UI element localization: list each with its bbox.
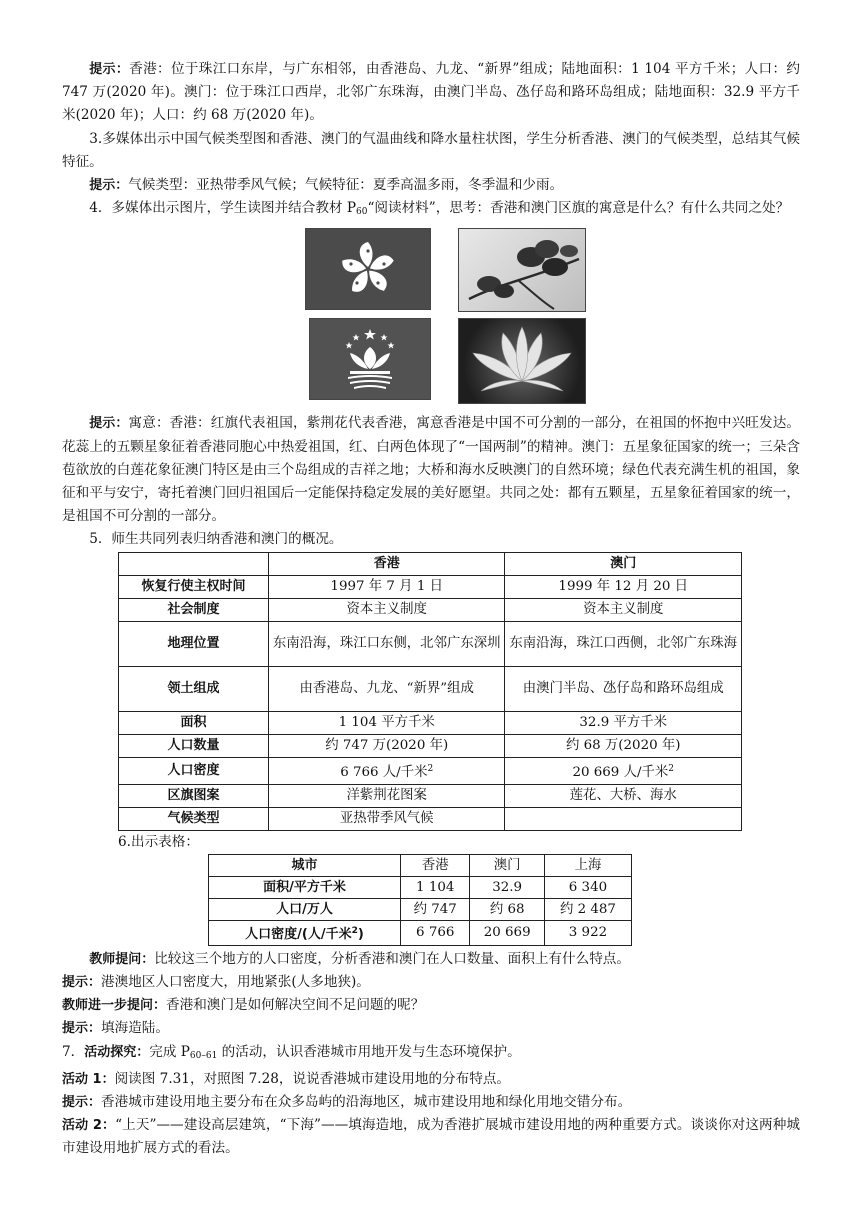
row-header: 面积 <box>119 711 269 734</box>
table-header-cell: 香港 <box>401 854 470 876</box>
row-header: 领土组成 <box>119 666 269 711</box>
table-row <box>119 757 742 784</box>
macau-flag-image <box>309 318 431 400</box>
hint-text: 香港：位于珠江口东岸，与广东相邻，由香港岛、九龙、“新界”组成；陆地面积：1 104 平方千米；人口：约 747 万(2020 年)。澳门：位于珠江口西岸，北邻广东珠海，由澳门半岛、氹仔岛和路环岛组成；陆地面积：32.9 平方千米(2020 年)；人口：约 68 万(2020 年)。 <box>62 61 800 124</box>
table-row <box>119 621 742 666</box>
row-header: 区旗图案 <box>119 784 269 807</box>
table-cell: 约 747 <box>401 898 470 920</box>
table-header-row <box>209 854 632 876</box>
activity-text: “上天”——建设高层建筑，“下海”——填海造地，成为香港扩展城市建设用地的两种重要方式。谈谈你对这两种城市建设用地扩展方式的看法。 <box>62 1117 801 1157</box>
table-cell <box>505 757 742 784</box>
hint-paragraph-1 <box>62 58 800 128</box>
table-header-cell: 澳门 <box>470 854 544 876</box>
table-cell: 约 2 487 <box>544 898 631 920</box>
row-header: 人口/万人 <box>209 898 401 920</box>
paragraph-5: 5．师生共同列表归纳香港和澳门的概况。 <box>89 531 343 548</box>
table-row <box>119 807 742 830</box>
lotus-flower-photo <box>458 318 586 404</box>
hk-macau-overview-table <box>118 552 742 831</box>
row-header: 气候类型 <box>119 807 269 830</box>
superscript: 2 <box>668 763 674 774</box>
table-cell <box>268 757 505 784</box>
p4-text-b: “阅读材料”，思考：香港和澳门区旗的寓意是什么？有什么共同之处？ <box>367 200 790 217</box>
item-number: 7． <box>62 1043 85 1060</box>
p4-text-a: 4．多媒体出示图片，学生读图并结合教材 P <box>89 200 356 217</box>
table-row <box>209 898 632 920</box>
activity-paragraph <box>62 1041 800 1068</box>
table-cell: 约 747 万(2020 年) <box>268 734 505 757</box>
page-ref-subscript: 60–61 <box>189 1050 218 1061</box>
table-cell: 32.9 <box>470 876 544 898</box>
table-row <box>119 784 742 807</box>
table-cell: 资本主义制度 <box>268 598 505 621</box>
table-row <box>119 598 742 621</box>
paragraph-4 <box>62 197 800 224</box>
table-row <box>119 575 742 598</box>
hint-label: 提示： <box>89 416 129 432</box>
flag-image-grid <box>62 228 800 406</box>
table-row <box>209 920 632 945</box>
superscript: 2 <box>351 925 358 936</box>
hint-paragraph-6 <box>62 1091 800 1114</box>
hint-paragraph-2 <box>62 174 800 197</box>
activity-2 <box>62 1114 800 1160</box>
paragraph-6: 6.出示表格： <box>118 833 199 850</box>
hint-text: 气候类型：亚热带季风气候；气候特征：夏季高温多雨，冬季温和少雨。 <box>128 177 564 194</box>
density-value: 6 766 人/千米 <box>340 764 428 780</box>
table-cell: 32.9 平方千米 <box>505 711 742 734</box>
teacher-label: 教师提问： <box>89 951 155 967</box>
lotus-bridge-flag-icon <box>310 319 430 399</box>
table-row <box>119 734 742 757</box>
hint-text: 寓意：香港：红旗代表祖国，紫荆花代表香港，寓意香港是中国不可分割的一部分，在祖国的怀抱中兴旺发达。花蕊上的五颗星象征着香港同胞心中热爱祖国，红、白两色体现了“一国两制”的精神。澳门：五星象征国家的统一；三朵含苞欲放的白莲花象征澳门特区是由三个岛组成的吉祥之地；大桥和海水反映澳门的自然环境；绿色代表充满生机的祖国，象征和平与安宁，寄托着澳门回归祖国后一定能保持稳定发展的美好愿望。共同之处：都有五颗星，五星象征着国家的统一，是祖国不可分割的一部分。 <box>62 415 800 525</box>
row-header: 恢复行使主权时间 <box>119 575 269 598</box>
table-cell: 洋紫荆花图案 <box>268 784 505 807</box>
document-page <box>62 58 800 1161</box>
p12-text-c: 的活动，认识香港城市用地开发与生态环境保护。 <box>217 1043 521 1060</box>
table-cell <box>505 807 742 830</box>
table-row <box>119 711 742 734</box>
row-header: 地理位置 <box>119 621 269 666</box>
table-header-cell: 澳门 <box>505 552 742 575</box>
row-header: 社会制度 <box>119 598 269 621</box>
table-row <box>119 666 742 711</box>
hint-label: 提示： <box>89 62 130 77</box>
table-cell: 6 766 <box>401 920 470 945</box>
activity-text: 阅读图 7.31，对照图 7.28，说说香港城市建设用地的分布特点。 <box>114 1070 511 1087</box>
table-row <box>209 876 632 898</box>
density-value: 20 669 人/千米 <box>572 764 669 780</box>
closing-paren: ) <box>357 926 364 942</box>
hint-paragraph-5 <box>62 1017 800 1040</box>
row-header-text: 人口密度/(人/千米 <box>245 926 352 942</box>
table-cell: 由澳门半岛、氹仔岛和路环岛组成 <box>505 666 742 711</box>
hint-label: 提示： <box>62 1021 102 1037</box>
table-cell: 1 104 平方千米 <box>268 711 505 734</box>
hint-label: 提示： <box>62 975 102 991</box>
table-cell: 资本主义制度 <box>505 598 742 621</box>
row-header: 面积/平方千米 <box>209 876 401 898</box>
bauhinia-flower-flag-icon <box>306 229 430 309</box>
table-cell: 亚热带季风气候 <box>268 807 505 830</box>
lotus-flower-icon <box>459 319 585 403</box>
p12-text-b: 完成 P <box>149 1043 190 1060</box>
table-cell: 6 340 <box>544 876 631 898</box>
hint-label: 提示： <box>89 178 129 194</box>
table-cell: 约 68 <box>470 898 544 920</box>
page-ref-subscript: 60 <box>356 207 368 218</box>
table-header-cell: 城市 <box>209 854 401 876</box>
table-cell: 1 104 <box>401 876 470 898</box>
superscript: 2 <box>427 763 434 774</box>
table-cell: 约 68 万(2020 年) <box>505 734 742 757</box>
row-header: 人口密度 <box>119 757 269 784</box>
table-cell: 20 669 <box>470 920 544 945</box>
activity-1 <box>62 1068 800 1091</box>
teacher-question-2 <box>62 994 800 1017</box>
row-header <box>209 920 401 945</box>
table-cell: 东南沿海，珠江口西侧，北邻广东珠海 <box>505 621 742 666</box>
table-cell: 莲花、大桥、海水 <box>505 784 742 807</box>
table-cell: 1999 年 12 月 20 日 <box>505 575 742 598</box>
table-cell: 由香港岛、九龙、“新界”组成 <box>268 666 505 711</box>
hint-text: 港澳地区人口密度大，用地紧张(人多地狭)。 <box>101 974 370 991</box>
paragraph-3: 3.多媒体出示中国气候类型图和香港、澳门的气温曲线和降水量柱状图，学生分析香港、澳门的气候类型，总结其气候特征。 <box>62 130 800 170</box>
hint-paragraph-4 <box>62 971 800 994</box>
table-header-cell: 香港 <box>268 552 505 575</box>
table-cell: 东南沿海，珠江口东侧，北邻广东深圳 <box>268 621 505 666</box>
hint-text: 香港城市建设用地主要分布在众多岛屿的沿海地区，城市建设用地和绿化用地交错分布。 <box>101 1094 632 1111</box>
bauhinia-flower-photo <box>458 228 586 312</box>
bauhinia-flower-icon <box>459 229 585 311</box>
table-cell: 3 922 <box>544 920 631 945</box>
activity-label: 活动 1： <box>62 1071 115 1087</box>
table-header-cell <box>119 552 269 575</box>
question-text: 比较这三个地方的人口密度，分析香港和澳门在人口数量、面积上有什么特点。 <box>154 950 630 967</box>
activity-label: 活动探究： <box>84 1044 150 1060</box>
teacher-label: 教师进一步提问： <box>62 998 167 1014</box>
hint-paragraph-3 <box>62 412 800 528</box>
table-header-cell: 上海 <box>544 854 631 876</box>
hong-kong-flag-image <box>305 228 431 310</box>
row-header: 人口数量 <box>119 734 269 757</box>
table-cell: 1997 年 7 月 1 日 <box>268 575 505 598</box>
question-text: 香港和澳门是如何解决空间不足问题的呢？ <box>166 997 425 1014</box>
city-comparison-table <box>208 854 632 946</box>
activity-label: 活动 2： <box>62 1118 116 1134</box>
table-header-row <box>119 552 742 575</box>
hint-label: 提示： <box>62 1095 102 1111</box>
hint-text: 填海造陆。 <box>101 1020 169 1037</box>
teacher-question-1 <box>62 948 800 971</box>
